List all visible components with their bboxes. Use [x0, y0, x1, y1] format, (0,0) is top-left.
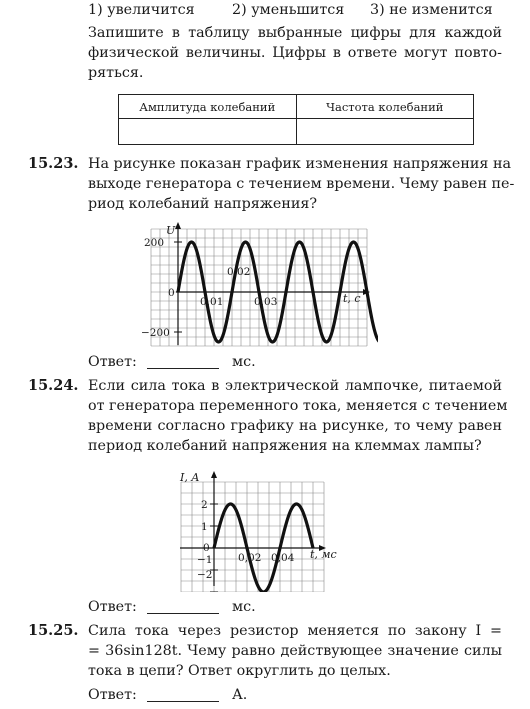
current-chart	[170, 466, 345, 592]
answer-row	[88, 353, 256, 371]
x-tick-label: 0,02	[227, 266, 251, 278]
answer-label: Ответ:	[88, 354, 137, 370]
y-tick-label: −1	[197, 554, 213, 566]
problem-text-line: На рисунке показан график изменения напряжения на	[88, 156, 512, 172]
answer-blank[interactable]	[147, 354, 219, 369]
instruction-line-1: Запишите в таблицу выбранные цифры для каждой	[88, 25, 502, 41]
answer-blank[interactable]	[147, 599, 219, 614]
y-tick-label: −200	[141, 327, 170, 339]
problem-text-line: период колебаний напряжения на клеммах лампы?	[88, 438, 482, 454]
table-header-frequency: Частота колебаний	[296, 95, 474, 119]
problem-number: 15.25.	[28, 622, 79, 639]
answer-unit: А.	[231, 687, 248, 703]
problem-text-line: = 36sin128t. Чему равно действующее значение силы	[88, 643, 502, 659]
x-tick-label: 0,02	[238, 552, 262, 564]
instruction-line-2: физической величины. Цифры в ответе могут повто-	[88, 45, 502, 61]
x-tick-label: 0,03	[254, 296, 278, 308]
answer-cell-frequency[interactable]	[296, 119, 474, 145]
y-tick-label: 200	[144, 237, 165, 249]
x-tick-label: 0,04	[271, 552, 295, 564]
answer-label: Ответ:	[88, 599, 137, 615]
answer-unit: мс.	[231, 599, 256, 615]
y-axis-arrow-icon	[211, 471, 217, 478]
y-axis-arrow-icon	[175, 222, 181, 229]
voltage-chart	[138, 220, 378, 350]
y-axis-label: I, A	[180, 471, 200, 484]
option-1: 1) увеличится	[88, 2, 195, 18]
x-axis-label: t, мс	[310, 548, 337, 561]
problem-number: 15.24.	[28, 377, 79, 394]
answer-cell-amplitude[interactable]	[119, 119, 297, 145]
answer-label: Ответ:	[88, 687, 137, 703]
problem-text-line: времени согласно графику на рисунке, то чему равен	[88, 418, 502, 434]
x-tick-label: 0,01	[200, 296, 224, 308]
y-tick-label: 1	[201, 521, 208, 533]
option-3: 3) не изменится	[370, 2, 493, 18]
problem-text-line: риод колебаний напряжения?	[88, 196, 318, 212]
y-tick-label: 0	[168, 287, 175, 299]
y-axis-label: U	[166, 224, 176, 237]
problem-text-line: Сила тока через резистор меняется по закону I =	[88, 623, 502, 639]
answer-table	[118, 94, 474, 145]
answer-unit: мс.	[231, 354, 256, 370]
answer-row	[88, 598, 256, 616]
problem-text-line: Если сила тока в электрической лампочке, питаемой	[88, 378, 502, 394]
problem-number: 15.23.	[28, 155, 79, 172]
instruction-line-3: ряться.	[88, 65, 144, 81]
answer-blank[interactable]	[147, 687, 219, 702]
y-tick-label: 2	[201, 499, 208, 511]
option-2: 2) уменьшится	[232, 2, 345, 18]
problem-text-line: от генератора переменного тока, меняется с течением	[88, 398, 508, 414]
answer-row	[88, 686, 247, 704]
y-tick-label: −2	[197, 569, 213, 581]
table-header-amplitude: Амплитуда колебаний	[119, 95, 297, 119]
problem-text-line: тока в цепи? Ответ округлить до целых.	[88, 663, 391, 679]
problem-text-line: выходе генератора с течением времени. Чему равен пе-	[88, 176, 515, 192]
y-tick-label: 0	[203, 542, 210, 554]
x-axis-label: t, c	[343, 292, 361, 305]
